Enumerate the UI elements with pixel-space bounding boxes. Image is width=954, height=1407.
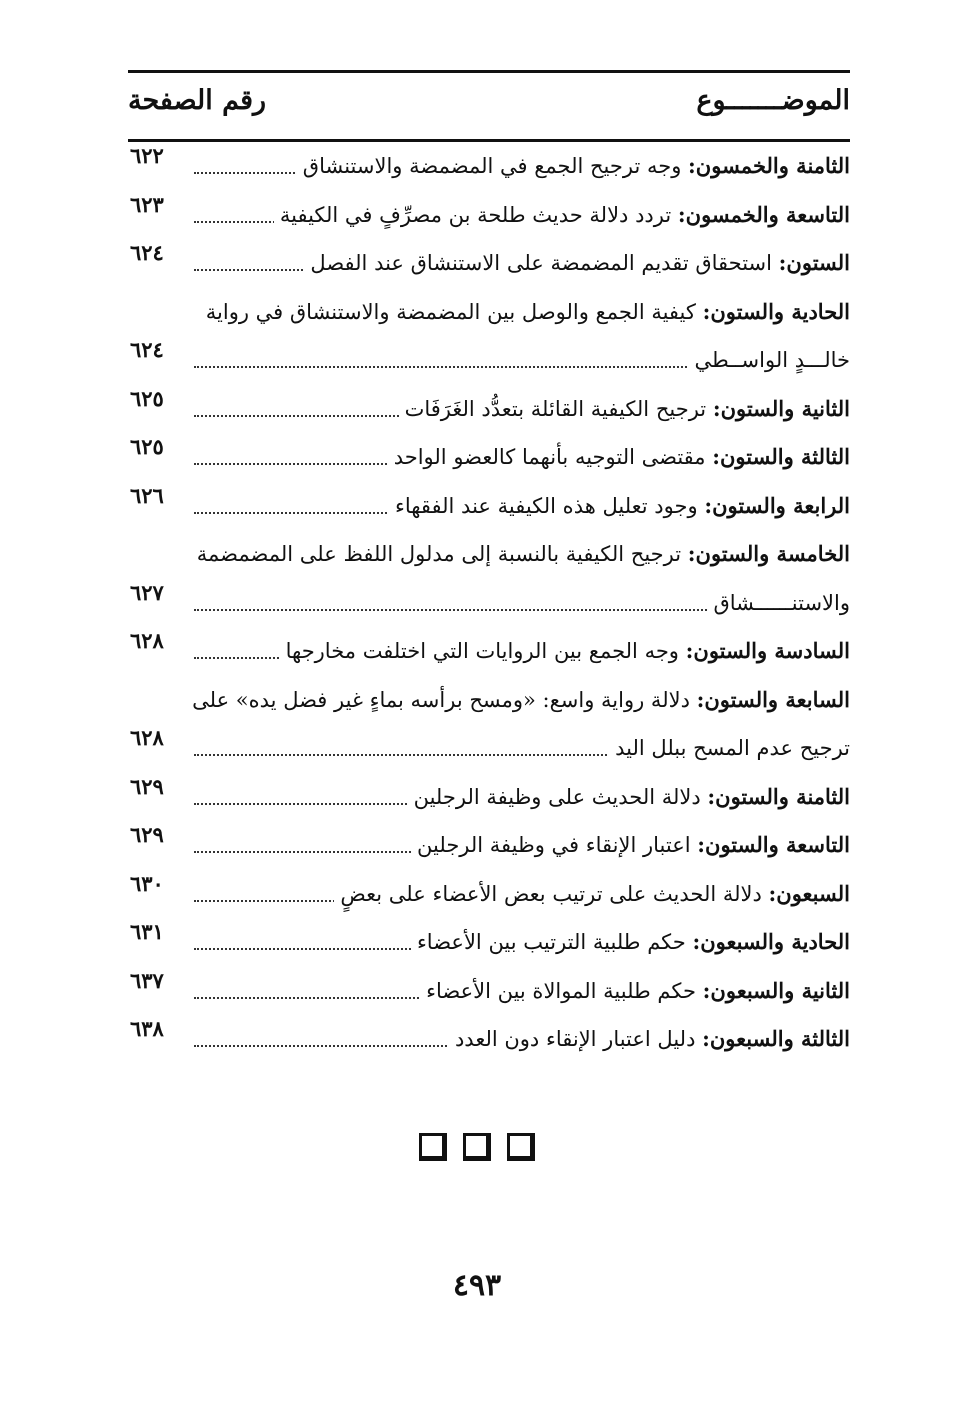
- entry-page-number: ٦٢٢: [130, 143, 164, 168]
- toc-entry-text: [411, 821, 850, 870]
- toc-entry-text: [689, 336, 850, 385]
- toc-row: [128, 239, 850, 288]
- toc-entries: [128, 142, 850, 1064]
- toc-row: [128, 191, 850, 240]
- entry-label: الثانية والسبعون:: [702, 977, 850, 1003]
- entry-label: التاسعة والخمسون:: [677, 201, 850, 227]
- entry-label: الثامنة والستون:: [707, 783, 850, 809]
- square-icon: [507, 1133, 535, 1161]
- entry-label: الحادية والسبعون:: [692, 929, 850, 954]
- entry-title: تردد دلالة حديث طلحة بن مصرِّفٍ في الكيفية: [279, 202, 672, 227]
- entry-page-number: ٦٢٥: [130, 385, 164, 411]
- entry-page-number: ٦٢٨: [130, 628, 164, 653]
- toc-row: [128, 627, 850, 676]
- toc-row: [128, 142, 850, 191]
- entry-title: وجه ترجيح الجمع في المضمضة والاستنشاق: [302, 154, 682, 178]
- entry-page-number: ٦٢٩: [130, 773, 164, 799]
- entry-label: التاسعة والستون:: [697, 832, 850, 857]
- entry-title: خالـــدٍ الواســطي: [694, 348, 850, 372]
- entry-title: استحقاق تقديم المضمضة على الاستنشاق عند الفصل: [310, 251, 772, 275]
- toc-row: [128, 676, 850, 725]
- entry-label: الستون:: [778, 250, 850, 275]
- entry-page-number: ٦٢٤: [130, 337, 164, 362]
- toc-row: [128, 288, 850, 337]
- toc-entry-text: [186, 676, 850, 725]
- toc-entry-text: [280, 627, 850, 676]
- entry-page-number: ٦٢٧: [130, 579, 164, 605]
- entry-label: السبعون:: [768, 880, 850, 906]
- entry-title: ترجيح عدم المسح ببلل اليد: [615, 736, 850, 760]
- topic-column-heading: الموضـــــــوع: [696, 85, 850, 116]
- toc-entry-text: [297, 142, 850, 191]
- entry-page-number: ٦٢٩: [130, 822, 164, 847]
- toc-row: [128, 1015, 850, 1064]
- entry-page-number: ٦٢٤: [130, 240, 164, 265]
- entry-page-number: ٦٢٣: [130, 191, 164, 217]
- entry-label: السادسة والستون:: [685, 638, 850, 663]
- square-icon: [419, 1133, 447, 1161]
- entry-page-number: ٦٣٨: [130, 1016, 164, 1041]
- toc-entry-text: [408, 773, 850, 822]
- entry-label: الثانية والستون:: [712, 395, 850, 421]
- toc-page: [128, 70, 850, 1064]
- page-number-column-heading: رقم الصفحة: [128, 85, 267, 116]
- toc-entry-text: [389, 482, 850, 531]
- entry-title: وجه الجمع بين الروايات التي اختلفت مخارجها: [285, 639, 679, 663]
- page-number: ٤٩٣: [452, 1268, 502, 1303]
- entry-title: ترجيح الكيفية القائلة بتعدُّد الغَرَفَات: [404, 396, 707, 421]
- entry-title: ترجيح الكيفية بالنسبة إلى مدلول اللفظ على المضمضمة: [196, 542, 682, 566]
- toc-entry-text: [449, 1015, 850, 1064]
- entry-title: دلالة الحديث على ترتيب بعض الأعضاء على بعضٍ: [340, 881, 762, 906]
- entry-title: وجود تعليل هذه الكيفية عند الفقهاء: [394, 493, 698, 518]
- toc-row: [128, 821, 850, 870]
- entry-label: الحادية والستون:: [702, 298, 850, 324]
- toc-header: [128, 70, 850, 142]
- entry-page-number: ٦٣١: [130, 919, 164, 944]
- entry-label: الثالثة والستون:: [712, 444, 850, 469]
- square-icon: [463, 1133, 491, 1161]
- toc-entry-text: [411, 918, 850, 967]
- entry-page-number: ٦٣٧: [130, 967, 164, 993]
- entry-title: دلالة الحديث على وظيفة الرجلين: [413, 784, 701, 809]
- toc-entry-text: [274, 191, 850, 240]
- entry-label: الرابعة والستون:: [704, 492, 850, 518]
- entry-label: السابعة والستون:: [696, 686, 850, 712]
- toc-row: [128, 967, 850, 1016]
- toc-entry-text: [388, 433, 850, 482]
- entry-label: الثامنة والخمسون:: [688, 153, 850, 178]
- toc-entry-text: [304, 239, 850, 288]
- toc-entry-text: [707, 579, 850, 628]
- entry-page-number: ٦٢٦: [130, 482, 164, 508]
- entry-page-number: ٦٣٠: [130, 870, 164, 896]
- toc-row: [128, 336, 850, 385]
- entry-label: الخامسة والستون:: [687, 541, 850, 566]
- entry-page-number: ٦٢٥: [130, 434, 164, 459]
- entry-title: حكم طلبية الترتيب بين الأعضاء: [416, 930, 686, 954]
- toc-entry-text: [191, 530, 850, 579]
- entry-title: كيفية الجمع والوصل بين المضمضة والاستنشاق في رواية: [205, 299, 696, 324]
- entry-title: والاستنــــــشاق: [713, 590, 850, 615]
- entry-title: حكم طلبية الموالاة بين الأعضاء: [426, 978, 696, 1003]
- toc-row: [128, 870, 850, 919]
- entry-label: الثالثة والسبعون:: [702, 1026, 850, 1051]
- toc-entry-text: [399, 385, 850, 434]
- entry-title: دليل اعتبار الإنقاء دون العدد: [454, 1027, 696, 1051]
- toc-row: [128, 433, 850, 482]
- toc-entry-text: [334, 870, 850, 919]
- toc-row: [128, 579, 850, 628]
- toc-row: [128, 482, 850, 531]
- toc-row: [128, 530, 850, 579]
- toc-entry-text: [420, 967, 850, 1016]
- entry-title: مقتضى التوجيه بأنهما كالعضو الواحد: [393, 445, 706, 469]
- entry-title: اعتبار الإنقاء في وظيفة الرجلين: [417, 833, 691, 857]
- entry-title: دلالة رواية واسع: «ومسح برأسه بماءٍ غير فضل يده» على: [192, 687, 690, 712]
- toc-row: [128, 385, 850, 434]
- toc-row: [128, 724, 850, 773]
- toc-entry-text: [200, 288, 850, 337]
- entry-page-number: ٦٢٨: [130, 725, 164, 750]
- toc-row: [128, 773, 850, 822]
- ornament-squares: [0, 1133, 954, 1165]
- toc-row: [128, 918, 850, 967]
- toc-entry-text: [609, 724, 850, 773]
